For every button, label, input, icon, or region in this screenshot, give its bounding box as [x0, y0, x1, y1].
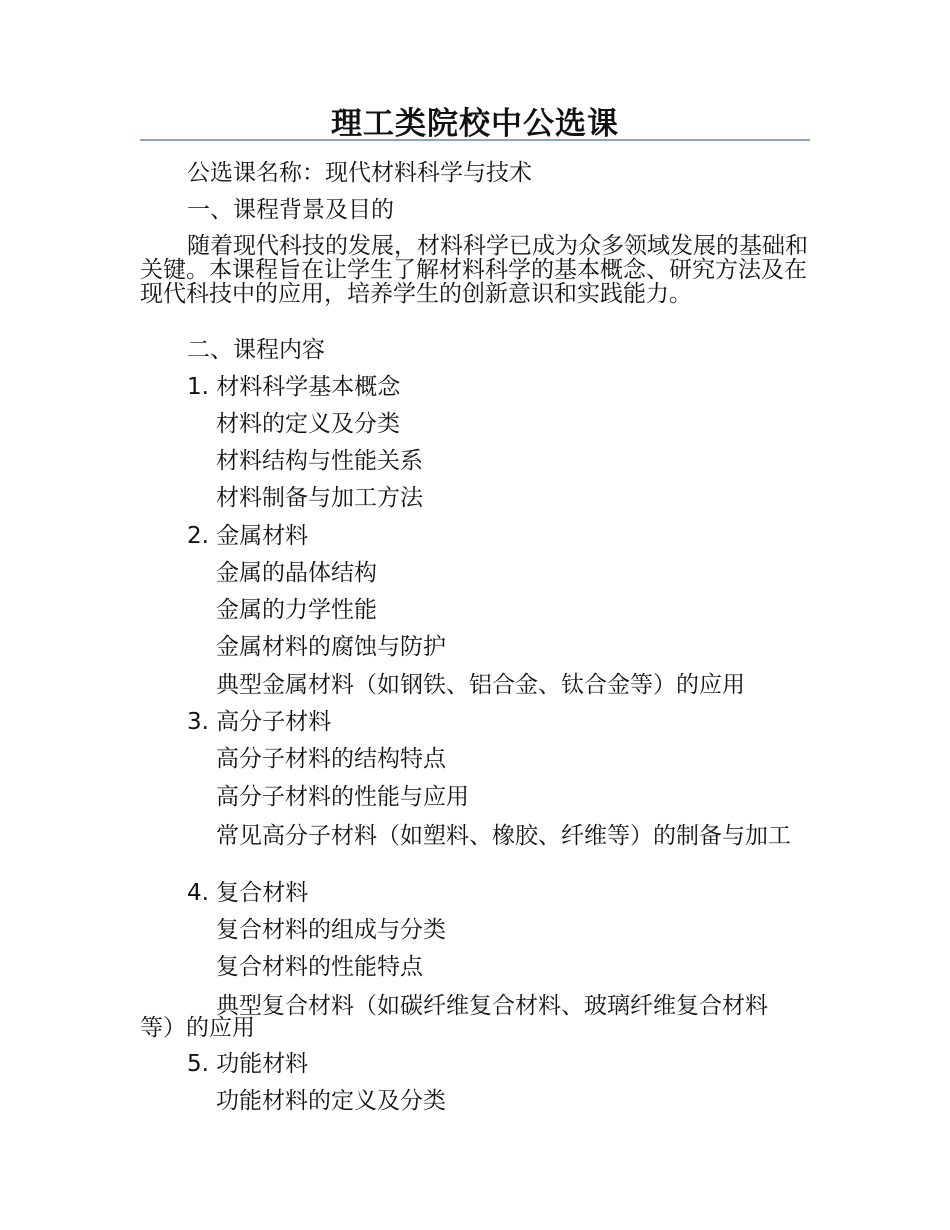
module-title: 2. 金属材料 [187, 523, 309, 549]
document-title: 理工类院校中公选课 [331, 106, 619, 142]
module-item: 典型复合材料（如碳纤维复合材料、玻璃纤维复合材料等）的应用 [140, 993, 768, 1041]
module-item: 金属材料的腐蚀与防护 [216, 634, 446, 660]
module-item: 高分子材料的性能与应用 [216, 784, 469, 810]
module-item: 材料制备与加工方法 [216, 485, 423, 511]
module-item: 金属的力学性能 [216, 597, 377, 623]
module-title: 3. 高分子材料 [187, 709, 332, 735]
module-item: 复合材料的组成与分类 [216, 917, 446, 943]
module-item: 材料结构与性能关系 [216, 448, 423, 474]
module-item: 材料的定义及分类 [216, 411, 400, 437]
section1-paragraph: 随着现代科技的发展，材料科学已成为众多领域发展的基础和关键。本课程旨在让学生了解材料科学的基本概念、研究方法及在现代科技中的应用，培养学生的创新意识和实践能力。 [140, 233, 808, 307]
course-name: 公选课名称：现代材料科学与技术 [187, 160, 532, 186]
module-item: 功能材料的定义及分类 [216, 1088, 446, 1114]
module-title: 1. 材料科学基本概念 [187, 374, 401, 400]
module-item: 典型金属材料（如钢铁、铝合金、钛合金等）的应用 [216, 672, 745, 698]
module-title: 5. 功能材料 [187, 1051, 309, 1077]
module-item: 高分子材料的结构特点 [216, 746, 446, 772]
module-item: 常见高分子材料（如塑料、橡胶、纤维等）的制备与加工 [216, 823, 791, 849]
module-item: 复合材料的性能特点 [216, 954, 423, 980]
module-title: 4. 复合材料 [187, 880, 309, 906]
section1-heading: 一、课程背景及目的 [187, 197, 394, 223]
module-item: 金属的晶体结构 [216, 560, 377, 586]
section2-heading: 二、课程内容 [187, 337, 325, 363]
title-underline [140, 139, 810, 141]
